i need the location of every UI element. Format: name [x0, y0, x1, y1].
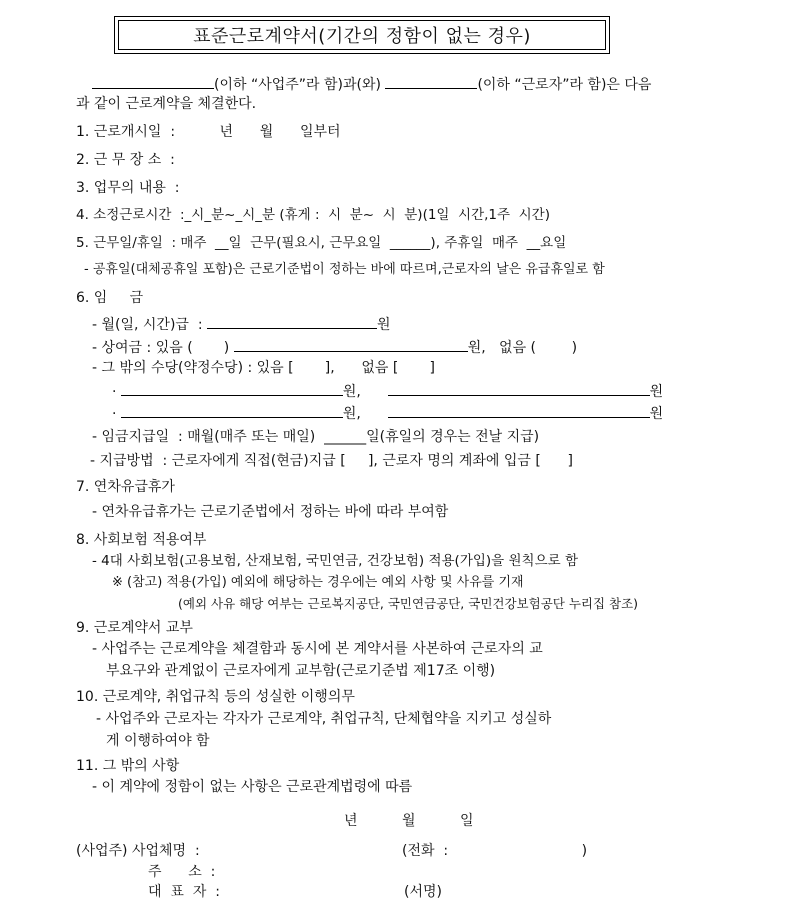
item-11: 11. 그 밖의 사항: [76, 758, 180, 774]
intro-line-1: [92, 74, 651, 94]
bonus-label: - 상여금 : 있음 ( ): [92, 340, 230, 356]
item-5-sub: - 공휴일(대체공휴일 포함)은 근로기준법이 정하는 바에 따르며,근로자의 날은 유급휴일로 함: [84, 262, 605, 277]
item-9: 9. 근로계약서 교부: [76, 620, 193, 636]
intro-part1: (이하 “사업주”라 함)과(와): [214, 77, 381, 93]
wage-blank[interactable]: [207, 314, 377, 329]
employer-phone: (전화 : ): [402, 843, 588, 859]
item-4: 4. 소정근로시간 :_시_분~_시_분 (휴게 : 시 분~ 시 분)(1일 시간,1주 시간): [76, 207, 550, 223]
item-7: 7. 연차유급휴가: [76, 479, 175, 495]
signature-mark[interactable]: (서명): [404, 884, 442, 900]
allowance-name-3[interactable]: [121, 403, 343, 418]
item-7-sub: - 연차유급휴가는 근로기준법에서 정하는 바에 따라 부여함: [92, 504, 449, 520]
worker-blank[interactable]: [385, 74, 477, 89]
item-10: 10. 근로계약, 취업규칙 등의 성실한 이행의무: [76, 689, 355, 705]
bonus-none: 원, 없음 ( ): [467, 340, 578, 356]
page-title: 표준근로계약서(기간의 정함이 없는 경우): [118, 20, 606, 50]
item-2: 2. 근 무 장 소 :: [76, 152, 175, 168]
item-11-sub: - 이 계약에 정함이 없는 사항은 근로관계법령에 따름: [92, 779, 413, 795]
item-3: 3. 업무의 내용 :: [76, 180, 180, 196]
allowance-name-4[interactable]: [388, 403, 650, 418]
item-6-b: [92, 337, 577, 357]
title-box: [114, 16, 610, 54]
item-8-note: ※ (참고) 적용(가입) 예외에 해당하는 경우에는 예외 사항 및 사유를 기재: [112, 575, 524, 590]
item-6-a: [92, 314, 391, 334]
item-6: 6. 임 금: [76, 290, 144, 306]
item-6-d: - 임금지급일 : 매월(매주 또는 매일) ______일(휴일의 경우는 전날 지급): [92, 429, 540, 445]
wage-label: - 월(일, 시간)급 :: [92, 317, 203, 333]
allowance-row-1: · 원, 원: [112, 381, 663, 401]
item-8-sub: - 4대 사회보험(고용보험, 산재보험, 국민연금, 건강보험) 적용(가입)을 원칙으로 함: [92, 553, 579, 569]
allowance-name-2[interactable]: [388, 381, 650, 396]
item-8: 8. 사회보험 적용여부: [76, 532, 207, 548]
item-9-sub-2: 부요구와 관계없이 근로자에게 교부함(근로기준법 제17조 이행): [106, 663, 496, 679]
wage-unit: 원: [377, 317, 391, 333]
item-8-note-2: (예외 사유 해당 여부는 근로복지공단, 국민연금공단, 국민건강보험공단 누리집 참조): [178, 596, 639, 611]
bonus-blank[interactable]: [234, 337, 468, 352]
contract-date: 년 월 일: [344, 813, 474, 829]
allowance-name-1[interactable]: [121, 381, 343, 396]
item-9-sub-1: - 사업주는 근로계약을 체결함과 동시에 본 계약서를 사본하여 근로자의 교: [92, 641, 543, 657]
intro-part2: (이하 “근로자”라 함)은 다음: [477, 77, 652, 93]
item-6-c: - 그 밖의 수당(약정수당) : 있음 [ ], 없음 [ ]: [92, 360, 435, 376]
item-5: 5. 근무일/휴일 : 매주 __일 근무(필요시, 근무요일 ______), 주휴일 매주 __요일: [76, 235, 567, 251]
item-6-e: - 지급방법 : 근로자에게 직접(현금)지급 [ ], 근로자 명의 계좌에 입금 [ ]: [90, 453, 573, 469]
intro-line-2: 과 같이 근로계약을 체결한다.: [76, 96, 257, 112]
item-10-sub-1: - 사업주와 근로자는 각자가 근로계약, 취업규칙, 단체협약을 지키고 성실하: [96, 711, 552, 727]
employer-blank[interactable]: [92, 74, 214, 89]
representative-label: 대 표 자 :: [148, 884, 220, 900]
employer-address-label: 주 소 :: [148, 864, 216, 880]
item-10-sub-2: 게 이행하여야 함: [106, 733, 210, 749]
employer-name-label: (사업주) 사업체명 :: [76, 843, 200, 859]
allowance-row-2: · 원, 원: [112, 403, 663, 423]
item-1: 1. 근로개시일 : 년 월 일부터: [76, 124, 341, 140]
